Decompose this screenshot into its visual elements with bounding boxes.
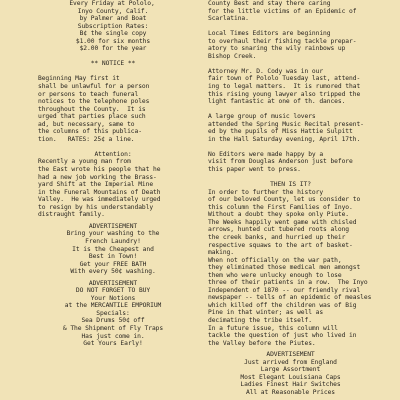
notice-line: or persons to teach funeral	[38, 90, 139, 98]
text-line: in the Hall Saturday evening, April 17th.	[208, 135, 361, 143]
ad-line: at the MERCANTILE EMPORIUM	[64, 302, 162, 310]
attention-line: the East wrote his people that he	[38, 166, 161, 174]
masthead-line: B¢ the single copy	[79, 30, 147, 38]
ad-line: Get your FREE BATH	[79, 260, 147, 268]
text-line: they eliminated those medical men amongst	[208, 264, 361, 272]
ad-line: All at Reasonable Prices	[245, 388, 336, 396]
ad-line: Best in Town!	[88, 253, 138, 261]
text-line: fair town of Pololo Tuesday last, attend-	[208, 75, 361, 83]
ad-line: DO NOT FORGET TO BUY	[75, 287, 151, 295]
text-line: to overhaul their fishing tackle prepar-	[208, 37, 357, 45]
text-line: ing to legal matters. It is rumored that	[208, 83, 361, 91]
ad-line: Get Yours Early!	[83, 340, 143, 348]
attention-line: Valley. He was immediately urged	[38, 196, 161, 204]
notice-line: shall be unlawful for a person	[38, 83, 150, 91]
masthead-line: Every Friday at Pololo,	[69, 0, 155, 7]
attention-line: to resign by his understandably	[38, 203, 154, 211]
masthead-line: Inyo County, Calif.	[77, 7, 149, 15]
text-line: tackle the question of just who lived in	[208, 332, 357, 340]
text-line: of our beloved County, let us consider to	[208, 196, 361, 204]
text-line: Independent of 1870 -- our friendly rival	[208, 286, 361, 294]
ad-line: & The Shipment of Fly Traps	[62, 324, 164, 332]
ad-line: It is the Cheapest and	[72, 245, 154, 253]
notice-line: the columns of this publica-	[38, 128, 142, 136]
masthead-line: $1.00 for six months	[75, 37, 151, 45]
notice-body	[38, 75, 188, 143]
notice-line: notices to the telephone poles	[38, 98, 150, 106]
text-line: The Weeks happily went game with chisled	[208, 218, 357, 226]
text-line: When not officially on the war path,	[208, 256, 342, 264]
text-line: attended the Spring Music Recital present-	[208, 120, 364, 128]
ad-heading: ADVERTISEMENT	[266, 351, 315, 359]
text-line: this rising young lawyer also tripped the	[208, 90, 361, 98]
text-line: Bishop Creek.	[208, 52, 257, 60]
ad-line: Specials:	[96, 309, 130, 317]
left-column	[38, 0, 188, 348]
feature-body	[208, 189, 373, 347]
notice-line: ad, but necessary, same to	[38, 120, 135, 128]
ad-line: Sea Drums 50¢ off	[81, 317, 145, 325]
attention-body	[38, 158, 188, 218]
right-column	[208, 0, 373, 396]
text-line: No Editors were made happy by a	[208, 150, 324, 158]
text-line: for the little victims of an Epidemic of	[208, 7, 357, 15]
text-line: the creek banks, and hurried up their	[208, 233, 346, 241]
text-line: County Best and stay there caring	[208, 0, 331, 7]
visit-paragraph	[208, 151, 373, 174]
emporium-ad	[38, 287, 188, 347]
text-line: ed by the pupils of Miss Hattie Sulpitt	[208, 128, 353, 136]
attorney-paragraph	[208, 68, 373, 106]
ad-line: With every 50¢ washing.	[70, 268, 156, 276]
ad-line: Has just come in.	[81, 332, 145, 340]
attention-line: yard Shift at the Imperial Mine	[38, 181, 154, 189]
attention-line: Recently a young man from	[38, 158, 131, 166]
text-line: decimating the tribe itself.	[208, 316, 312, 324]
masthead-line: $2.00 for the year	[79, 45, 147, 53]
notice-line: tion. RATES: 25¢ a line.	[38, 135, 135, 143]
text-line: which killed off the children was of Big	[208, 301, 357, 309]
intro-paragraph	[208, 0, 373, 23]
text-line: Pine in that winter; as well as	[208, 309, 324, 317]
text-line: visit from Douglas Anderson just before	[208, 158, 353, 166]
notice-line: urged that parties place such	[38, 113, 146, 121]
ad-line: French Laundry!	[85, 237, 141, 245]
import-ad	[208, 359, 373, 397]
text-line: newspaper -- tells of an epidemic of measles	[208, 294, 372, 302]
text-line: the Valley before the Piutes.	[208, 339, 316, 347]
ad-heading: ADVERTISEMENT	[88, 279, 138, 287]
fishing-paragraph	[208, 30, 373, 60]
text-line: arrows, hunted cut tubered roots along	[208, 226, 350, 234]
text-line: making.	[208, 249, 234, 257]
text-line: Local Times Editors are beginning	[208, 30, 331, 38]
feature-heading: THEN IS IT?	[270, 181, 311, 189]
text-line: respective squaws to the art of basket-	[208, 241, 353, 249]
text-line: this column the First Families of Inyo.	[208, 203, 353, 211]
text-line: them who were unlucky enough to lose	[208, 271, 342, 279]
notice-heading: ** NOTICE **	[90, 60, 136, 68]
laundry-ad	[38, 230, 188, 275]
ad-heading: ADVERTISEMENT	[88, 222, 138, 230]
text-line: A large group of music lovers	[208, 113, 316, 121]
text-line: In a future issue, this column will	[208, 324, 338, 332]
text-line: Scarlatina.	[208, 15, 249, 23]
ad-line: Ladies Finest Hair Switches	[240, 381, 341, 389]
attention-line: in the Funeral Mountains of Death	[38, 188, 161, 196]
ad-line: Large Assortment	[260, 366, 321, 374]
notice-line: Beginning May first it	[38, 75, 120, 83]
recital-paragraph	[208, 113, 373, 143]
ad-line: Bring your washing to the	[66, 230, 160, 238]
text-line: In order to further the history	[208, 188, 324, 196]
text-line: Attorney Mr. D. Cody was in our	[208, 67, 324, 75]
ad-line: Your Notions	[90, 294, 136, 302]
text-line: Without a doubt they spoke only Piute.	[208, 211, 350, 219]
masthead-line: by Palmer and Boat	[79, 15, 147, 23]
ad-line: Just arrived from England	[244, 358, 337, 366]
attention-line: had a new job working the Brass-	[38, 173, 157, 181]
text-line: light fantastic at one of th. dances.	[208, 98, 346, 106]
attention-line: distraught family.	[38, 211, 105, 219]
attention-heading: Attention:	[94, 150, 132, 158]
notice-line: throughout the County. It is	[38, 105, 146, 113]
masthead	[38, 0, 188, 53]
text-line: three of their patients in a row. The Inyo	[208, 279, 368, 287]
ad-line: Most Elegant Louisiana Caps	[240, 373, 341, 381]
text-line: this paper went to press.	[208, 166, 301, 174]
masthead-line: Subscription Rates:	[77, 22, 149, 30]
text-line: atory to snaring the wily rainbows up	[208, 45, 346, 53]
